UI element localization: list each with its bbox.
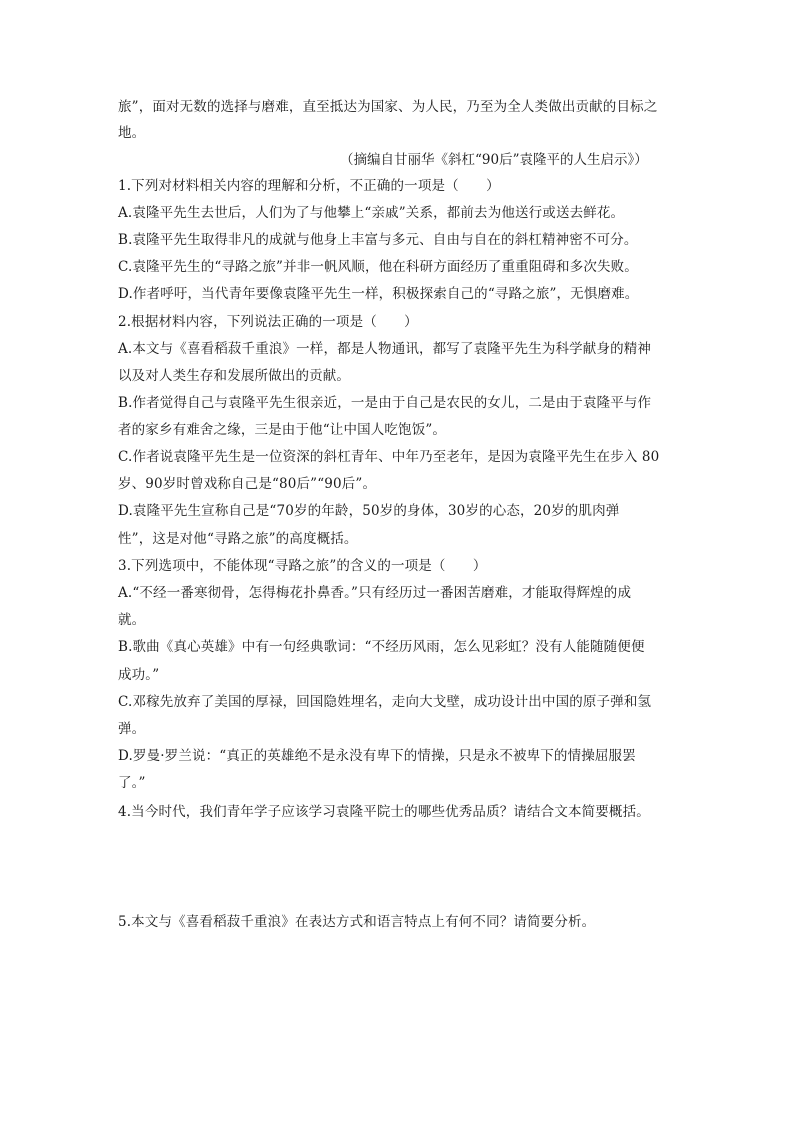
passage-line: 旅”，面对无数的选择与磨难，直至抵达为国家、为人民，乃至为全人类做出贡献的目标之 bbox=[118, 99, 658, 115]
question-1-option-c: C.袁隆平先生的“寻路之旅”并非一帆风顺，他在科研方面经历了重重阻碍和多次失败。 bbox=[118, 259, 638, 275]
question-3-option-b: B.歌曲《真心英雄》中有一句经典歌词：“不经历风雨，怎么见彩虹？没有人能随随便便 bbox=[118, 639, 645, 655]
question-2-option-b: B.作者觉得自己与袁隆平先生很亲近，一是由于自己是农民的女儿，二是由于袁隆平与作 bbox=[118, 395, 652, 411]
question-2-option-d: D.袁隆平先生宣称自己是“70岁的年龄，50岁的身体，30岁的心态，20岁的肌肉弹 bbox=[118, 503, 620, 519]
question-3-option-b-cont: 成功。” bbox=[118, 667, 160, 683]
question-1-option-d: D.作者呼吁，当代青年要像袁隆平先生一样，积极探索自己的“寻路之旅”，无惧磨难。 bbox=[118, 286, 639, 302]
question-3-option-c-cont: 弹。 bbox=[118, 721, 146, 737]
question-2-option-d-cont: 性”，这是对他“寻路之旅”的高度概括。 bbox=[118, 531, 358, 547]
question-3-option-a-cont: 就。 bbox=[118, 612, 146, 628]
question-2-option-a-cont: 以及对人类生存和发展所做出的贡献。 bbox=[118, 368, 351, 384]
question-2-option-a: A.本文与《喜看稻菽千重浪》一样，都是人物通讯，都写了袁隆平先生为科学献身的精神 bbox=[118, 341, 652, 357]
question-4-stem: 4.当今时代，我们青年学子应该学习袁隆平院士的哪些优秀品质？请结合文本简要概括。 bbox=[118, 804, 650, 820]
question-2-option-c-cont: 岁、90岁时曾戏称自己是“80后”“90后”。 bbox=[118, 476, 377, 492]
question-3-option-d-cont: 了。” bbox=[118, 775, 146, 791]
passage-source: （摘编自甘丽华《斜杠“90后”袁隆平的人生启示》） bbox=[340, 152, 648, 168]
question-1-option-a: A.袁隆平先生去世后，人们为了与他攀上“亲戚”关系，都前去为他送行或送去鲜花。 bbox=[118, 205, 625, 221]
question-3-option-c: C.邓稼先放弃了美国的厚禄，回国隐姓埋名，走向大戈壁，成功设计出中国的原子弹和氢 bbox=[118, 694, 652, 710]
question-3-option-d: D.罗曼·罗兰说：“真正的英雄绝不是永没有卑下的情操，只是永不被卑下的情操屈服罢 bbox=[118, 748, 636, 764]
question-2-option-b-cont: 者的家乡有难舍之缘，三是由于他“让中国人吃饱饭”。 bbox=[118, 422, 447, 438]
question-1-option-b: B.袁隆平先生取得非凡的成就与他身上丰富与多元、自由与自在的斜杠精神密不可分。 bbox=[118, 232, 638, 248]
question-3-option-a: A.“不经一番寒彻骨，怎得梅花扑鼻香。”只有经历过一番困苦磨难，才能取得辉煌的成 bbox=[118, 585, 632, 601]
passage-line: 地。 bbox=[118, 125, 146, 141]
question-2-option-c: C.作者说袁隆平先生是一位资深的斜杠青年、中年乃至老年，是因为袁隆平先生在步入 80 bbox=[118, 449, 660, 465]
question-5-stem: 5.本文与《喜看稻菽千重浪》在表达方式和语言特点上有何不同？请简要分析。 bbox=[118, 914, 596, 930]
question-1-stem: 1.下列对材料相关内容的理解和分析，不正确的一项是（ ） bbox=[118, 178, 500, 194]
question-2-stem: 2.根据材料内容，下列说法正确的一项是（ ） bbox=[118, 314, 418, 330]
question-3-stem: 3.下列选项中，不能体现“寻路之旅”的含义的一项是（ ） bbox=[118, 558, 487, 574]
